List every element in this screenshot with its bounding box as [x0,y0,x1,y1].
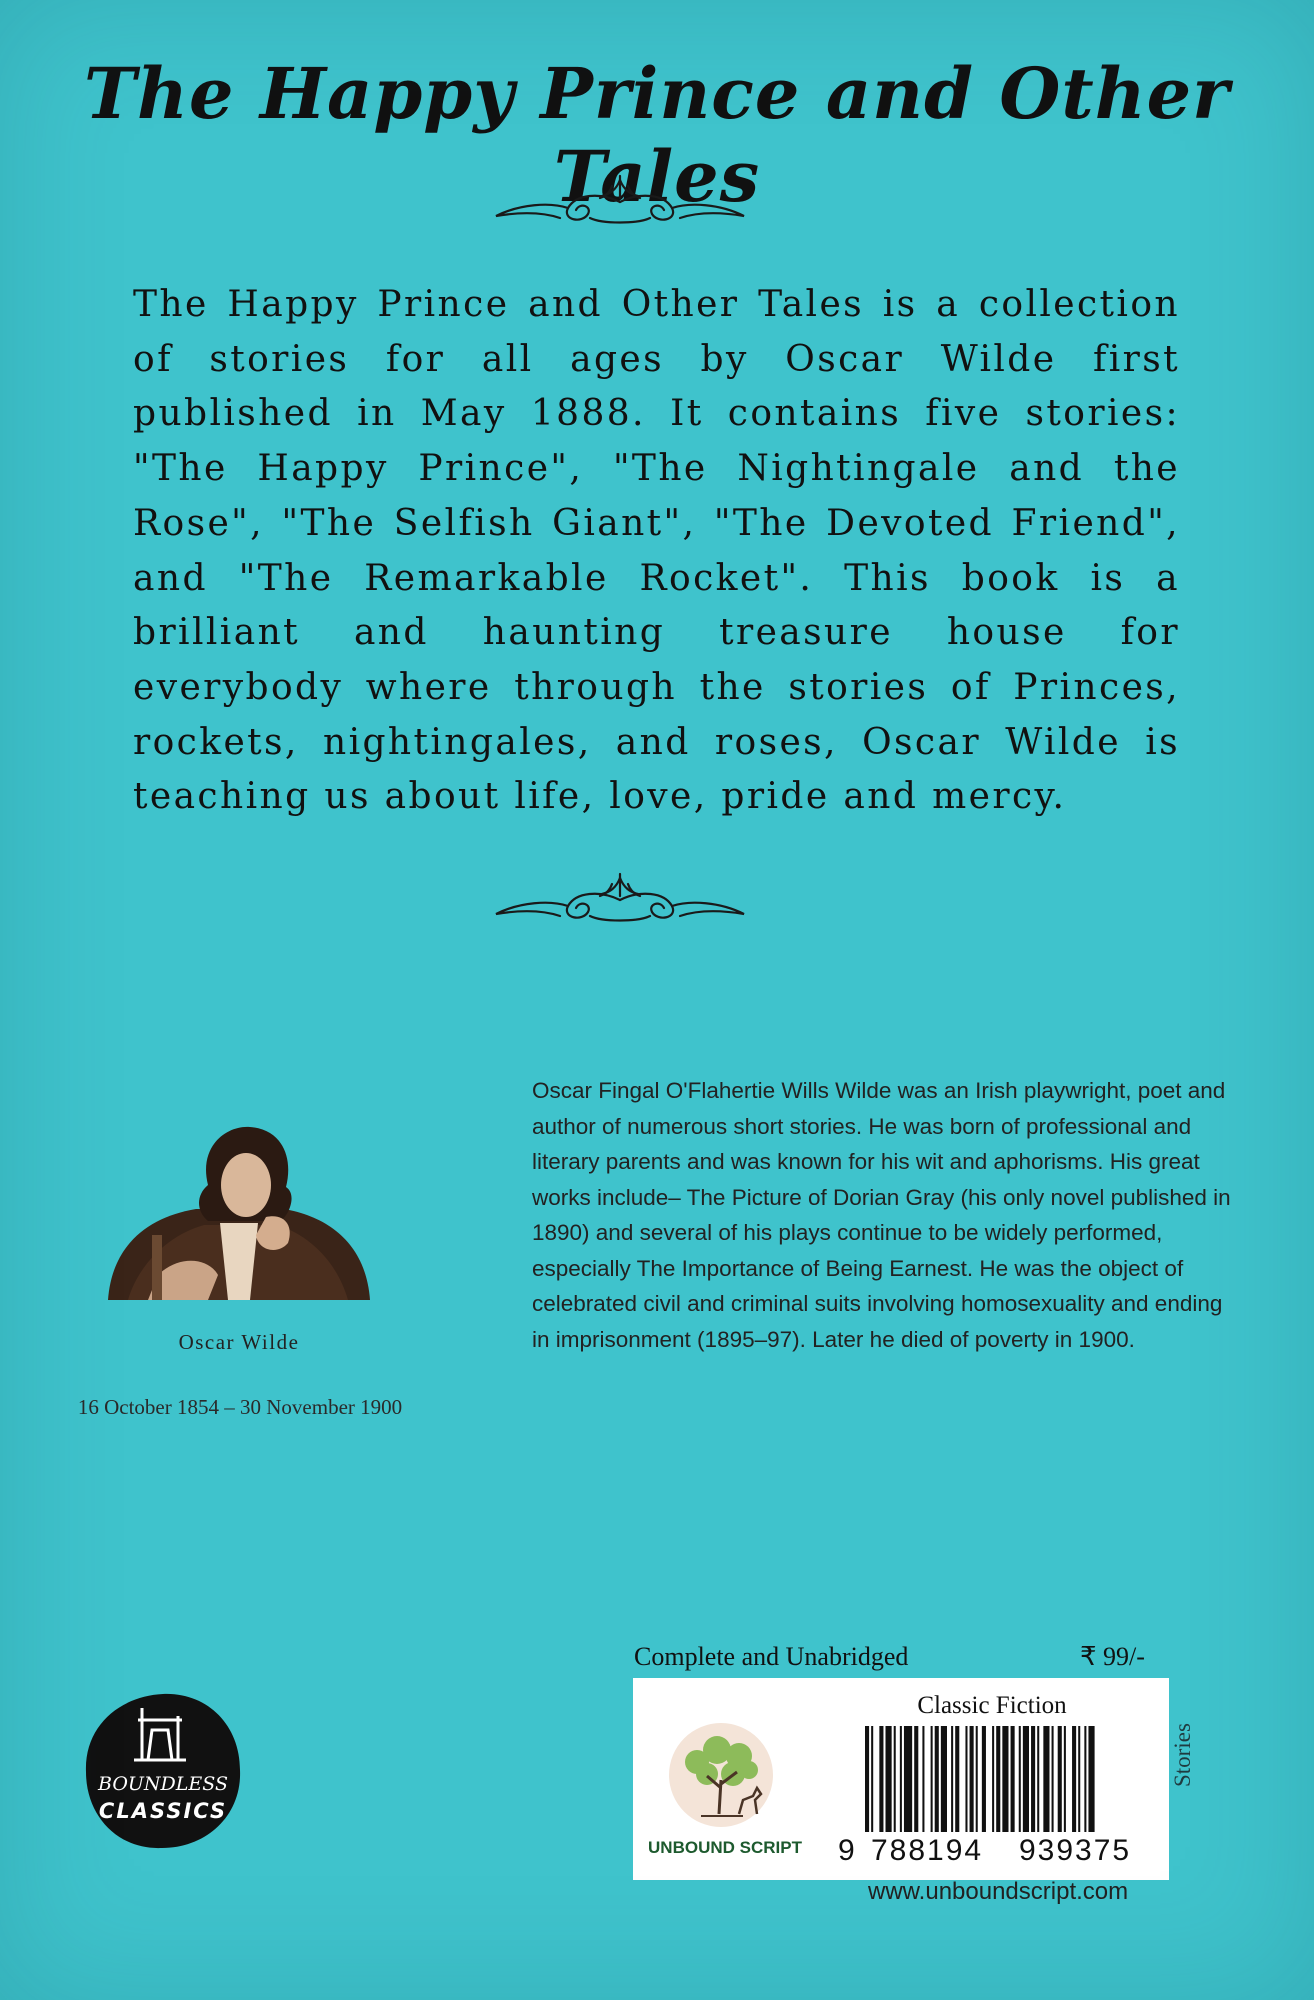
barcode-bar [886,1726,892,1832]
barcode-bar [951,1726,953,1832]
publisher-logo [667,1722,775,1828]
barcode-bar [941,1726,947,1832]
barcode-bar [1084,1726,1086,1832]
barcode-bar [1023,1726,1029,1832]
barcode-bar [894,1726,896,1832]
category-side-label: Stories [1170,1723,1195,1787]
book-title: The Happy Prince and Other Tales [83,52,1231,218]
publisher-website: www.unboundscript.com [868,1878,1129,1905]
barcode-bar [970,1726,974,1832]
boundless-classics-logo-icon [82,1690,244,1852]
barcode-bar [931,1726,933,1832]
barcode-bar [1072,1726,1076,1832]
series-logo-line1: BOUNDLESS [98,1773,228,1795]
barcode-bar [1037,1726,1039,1832]
barcode-bar [1011,1726,1015,1832]
flourish-icon [490,172,750,234]
barcode-bar [879,1726,883,1832]
barcode-bar [982,1726,986,1832]
price-label: ₹ 99/- [1080,1642,1145,1671]
barcode-bar [904,1726,912,1832]
edition-label: Complete and Unabridged [634,1642,909,1671]
tree-horse-icon [667,1722,775,1828]
barcode-bar [976,1726,978,1832]
barcode-bar [965,1726,967,1832]
flourish-icon [490,870,750,932]
barcode-panel [633,1678,1169,1880]
isbn-group-2: 939375 [1019,1834,1132,1867]
barcode-bar [1002,1726,1008,1832]
barcode-bar [1058,1726,1062,1832]
barcode-bar [1088,1726,1094,1832]
barcode-bar [1064,1726,1066,1832]
barcode-bar [865,1726,869,1832]
bottom-flourish-ornament [490,870,750,932]
barcode-bar [1031,1726,1035,1832]
barcode-bar [935,1726,939,1832]
top-flourish-ornament [490,172,750,234]
barcode-bar [914,1726,918,1832]
author-life-dates: 16 October 1854 – 30 November 1900 [77,1395,403,1419]
author-name-caption: Oscar Wilde [178,1330,300,1354]
barcode-bar [1019,1726,1021,1832]
barcode-bar [1052,1726,1054,1832]
barcode-bar [1078,1726,1080,1832]
isbn-barcode [865,1726,1161,1832]
author-biography: Oscar Fingal O'Flahertie Wills Wilde was an Irish playwright, poet and author of numerous short stories. He was born of professional and literary parents and was known for his wit and aphorisms. His great works include– The Picture of Dorian Gray (his only novel published in 1890) and several of his plays continue to be widely performed, especially The Importance of Being Earnest. He was the object of celebrated civil and criminal suits involving homosexuality and ending in imprisonment (1895–97). Later he died of poverty in 1900. [532,1078,1231,1352]
barcode-bar [900,1726,902,1832]
author-photo-icon [108,1125,370,1300]
isbn-group-1: 788194 [871,1834,984,1867]
barcode-bar [992,1726,994,1832]
author-portrait [108,1125,370,1300]
book-description: The Happy Prince and Other Tales is a collection of stories for all ages by Oscar Wilde first published in May 1888. It contains five stories: "The Happy Prince", "The Nightingale and the Rose", "The Selfish Giant", "The Devoted Friend", and "The Remarkable Rocket". This book is a brilliant and haunting treasure house for everybody where through the stories of Princes, rockets, nightingales, and roses, Oscar Wilde is teaching us about life, love, pride and mercy. [133,284,1180,818]
barcode-bar [922,1726,924,1832]
boundless-classics-badge [82,1690,244,1852]
isbn-prefix: 9 [838,1834,855,1867]
barcode-bar [955,1726,959,1832]
barcode-bar [871,1726,873,1832]
barcode-bar [1043,1726,1049,1832]
series-logo-line2: CLASSICS [98,1799,228,1823]
barcode-bar [996,1726,1000,1832]
publisher-name: UNBOUND SCRIPT [648,1838,802,1857]
genre-label: Classic Fiction [917,1692,1067,1719]
